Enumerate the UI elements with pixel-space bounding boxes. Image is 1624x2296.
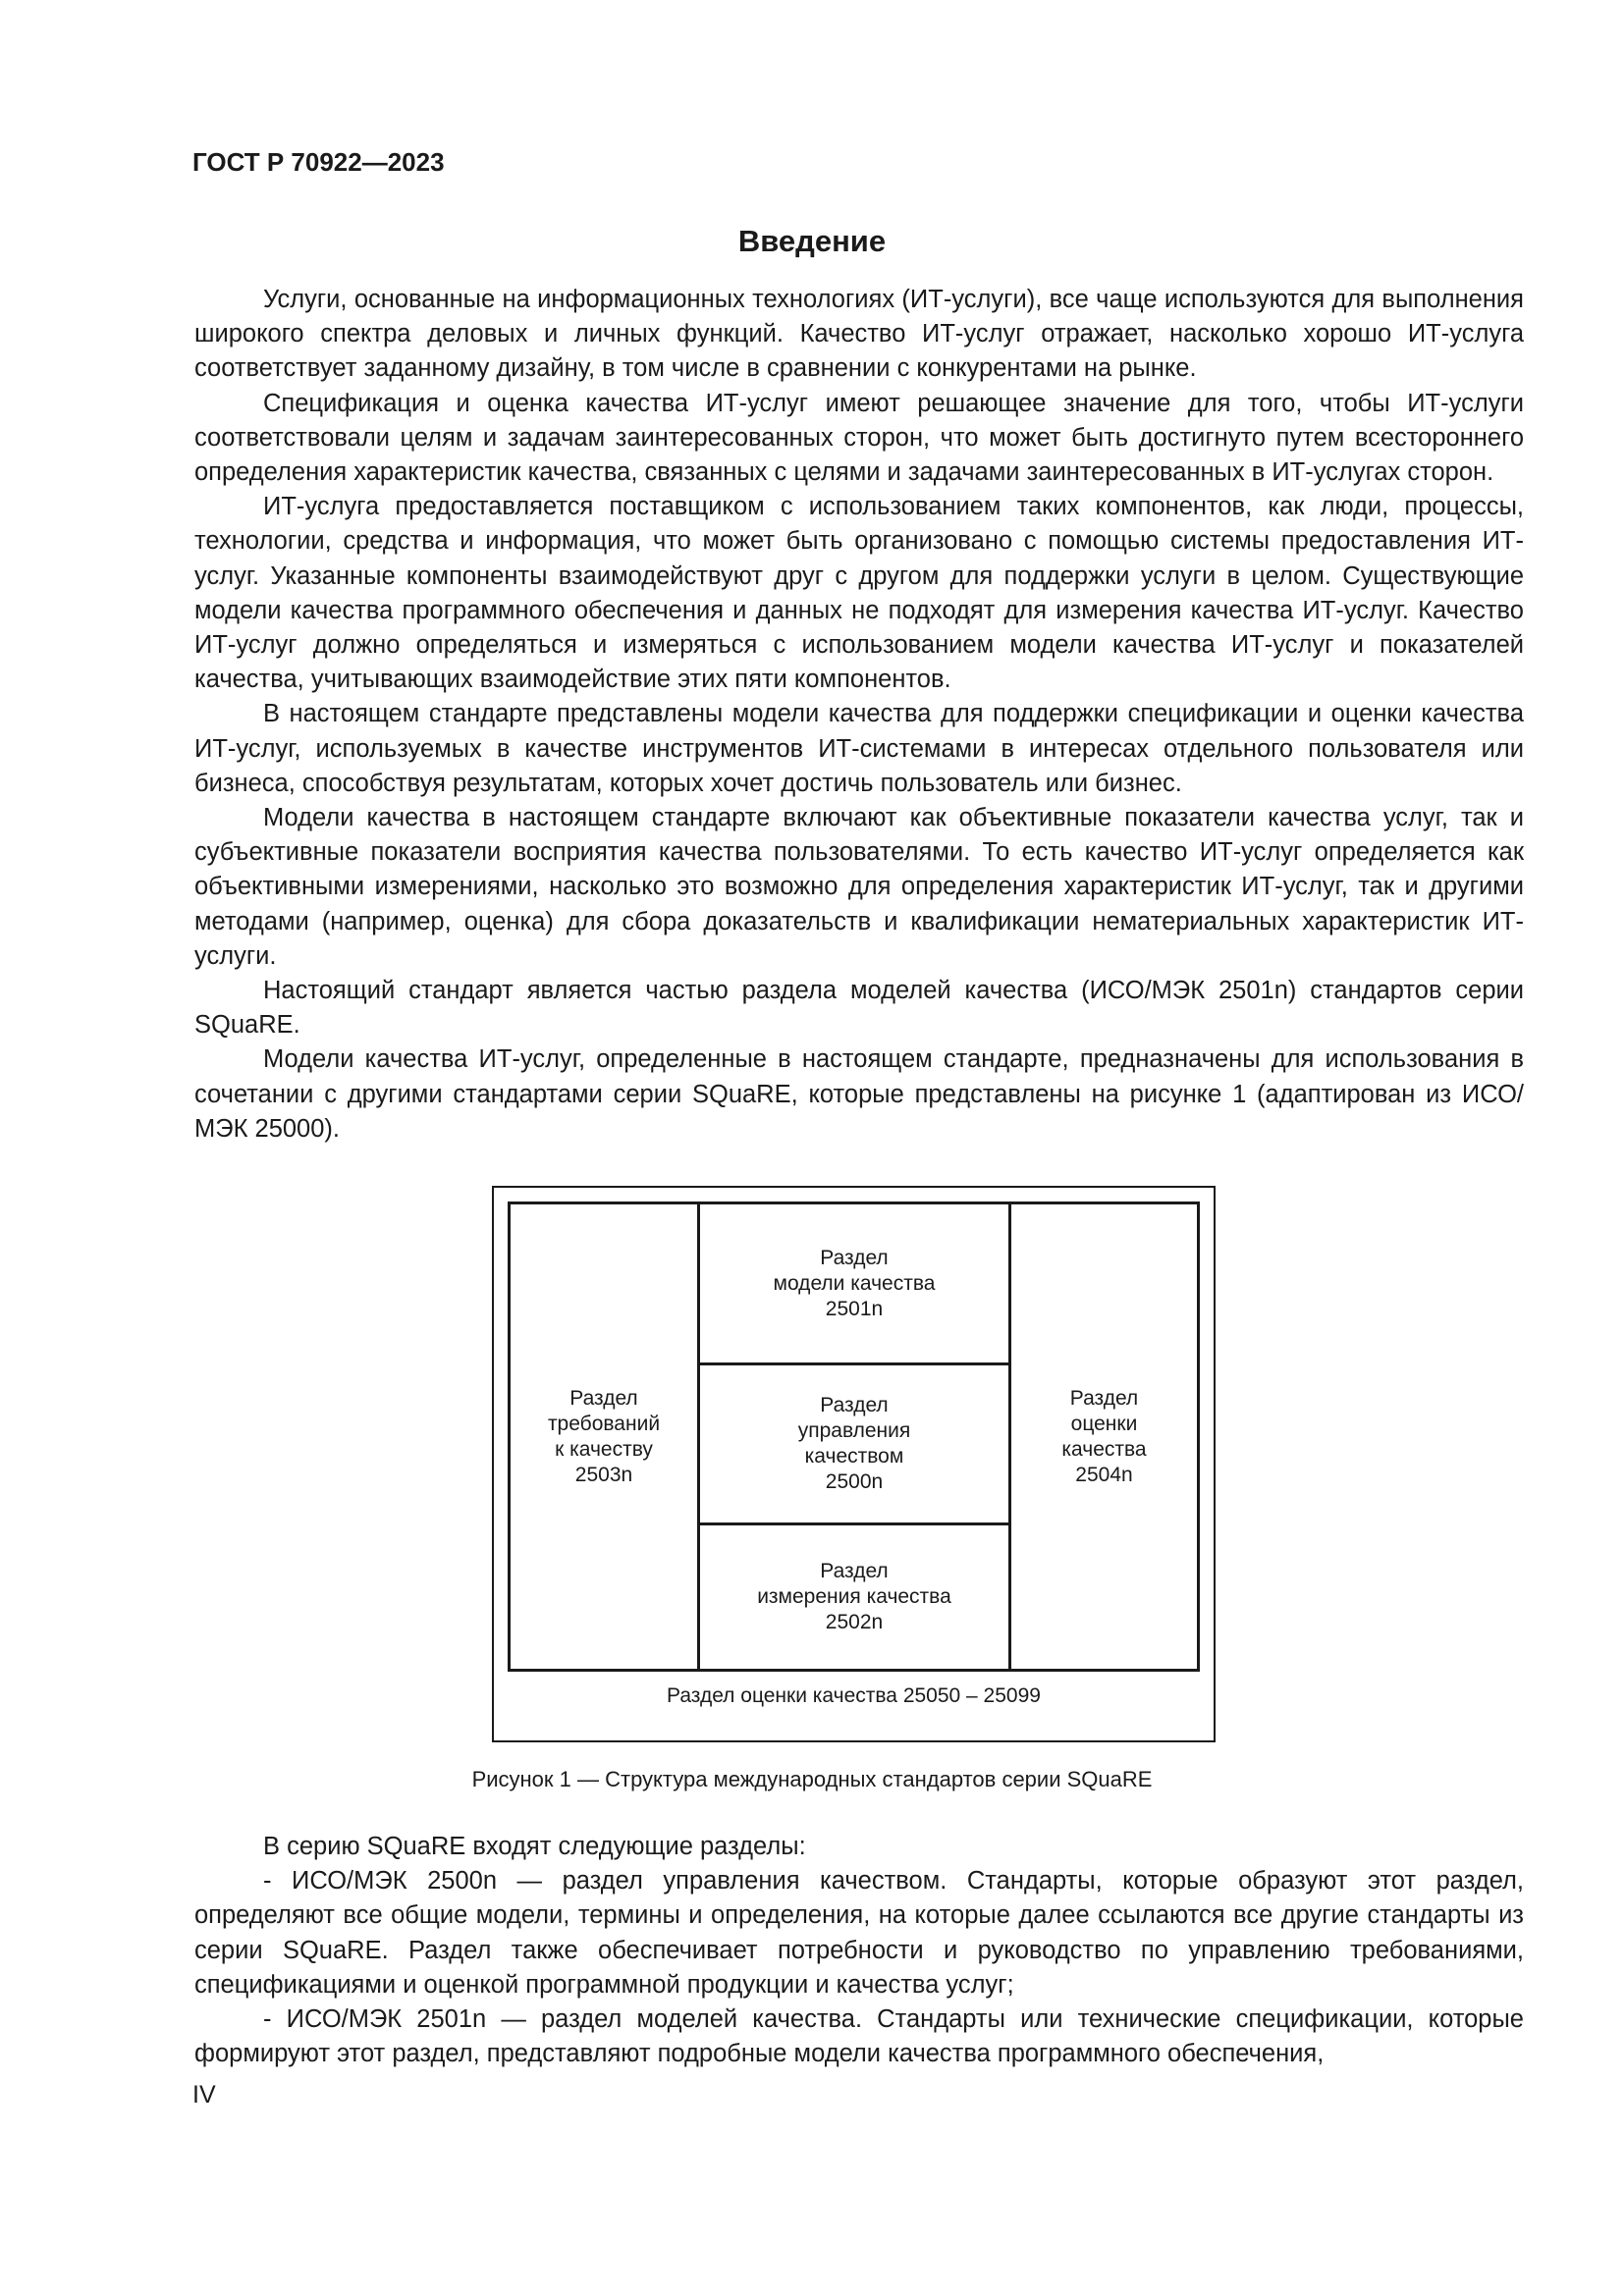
figure-caption: Рисунок 1 — Структура международных стандартов серии SQuaRE bbox=[471, 1767, 1153, 1791]
intro-text bbox=[194, 283, 1524, 1147]
square-structure-diagram bbox=[492, 1186, 1216, 1742]
paragraph: - ИСО/МЭК 2501n — раздел моделей качества. Стандарты или технические спецификации, которые формируют этот раздел, представляют подробные модели качества программного обеспечения, bbox=[194, 2005, 1524, 2068]
paragraph: В настоящем стандарте представлены модели качества для поддержки спецификации и оценки качества ИТ-услуг, используемых в качестве инструментов ИТ-системами в интересах отдельного пользователя или бизнеса, способствуя результатам, которых хочет достичь пользователь или бизнес. bbox=[194, 700, 1524, 797]
series-text bbox=[194, 1830, 1524, 2071]
diagram-box-evaluation bbox=[1008, 1204, 1197, 1669]
diagram-box-label: Раздел управления качеством 2500n bbox=[797, 1394, 911, 1493]
paragraph: Услуги, основанные на информационных технологиях (ИТ-услуги), все чаще используются для выполнения широкого спектра деловых и личных функций. Качество ИТ-услуг отражает, насколько хорошо ИТ-услуга соответствует заданному дизайну, в том числе в сравнении с конкурентами на рынке. bbox=[194, 286, 1524, 383]
diagram-box-label: Раздел оценки качества 2504n bbox=[1061, 1386, 1147, 1486]
paragraph: - ИСО/МЭК 2500n — раздел управления качеством. Стандарты, которые образуют этот раздел, определяют все общие модели, термины и определения, на которые далее ссылаются все другие стандарты из серии SQuaRE. Раздел также обеспечивает потребности и руководство по управлению требованиями, спецификациями и оценкой программной продукции и качества услуг; bbox=[194, 1867, 1524, 1999]
diagram-box-quality-model bbox=[700, 1204, 1008, 1365]
diagram-box-label: Раздел модели качества 2501n bbox=[773, 1246, 936, 1320]
section-title: Введение bbox=[737, 224, 887, 258]
paragraph: Модели качества ИТ-услуг, определенные в настоящем стандарте, предназначены для использования в сочетании с другими стандартами серии SQuaRE, которые представлены на рисунке 1 (адаптирован из ИСО/МЭК 25000). bbox=[194, 1045, 1524, 1143]
diagram-box-quality-measurement bbox=[700, 1525, 1008, 1669]
paragraph: Модели качества в настоящем стандарте включают как объективные показатели качества услуг, так и субъективные показатели восприятия качества пользователями. То есть качество ИТ-услуг определяется как объективными измерениями, насколько это возможно для определения характеристик ИТ-услуг, так и другими методами (например, оценка) для сбора доказательств и квалификации нематериальных характеристик ИТ-услуги. bbox=[194, 804, 1524, 970]
paragraph: Спецификация и оценка качества ИТ-услуг имеют решающее значение для того, чтобы ИТ-услуги соответствовали целям и задачам заинтересованных сторон, что может быть достигнуто путем всестороннего определения характеристик качества, связанных с целями и задачами заинтересованных в ИТ-услугах сторон. bbox=[194, 389, 1524, 487]
paragraph: Настоящий стандарт является частью раздела моделей качества (ИСО/МЭК 2501n) стандартов серии SQuaRE. bbox=[194, 977, 1524, 1040]
paragraph: ИТ-услуга предоставляется поставщиком с использованием таких компонентов, как люди, процессы, технологии, средства и информация, что может быть организовано с помощью системы предоставления ИТ-услуг. Указанные компоненты взаимодействуют друг с другом для поддержки услуги в целом. Существующие модели качества программного обеспечения и данных не подходят для измерения качества ИТ-услуг. Качество ИТ-услуг должно определяться и измеряться с использованием модели качества ИТ-услуг и показателей качества, учитывающих взаимодействие этих пяти компонентов. bbox=[194, 493, 1524, 694]
page-number: IV bbox=[192, 2081, 216, 2109]
diagram-box-label: Раздел требований к качеству 2503n bbox=[547, 1386, 661, 1486]
diagram-inner-frame bbox=[508, 1201, 1200, 1672]
paragraph: В серию SQuaRE входят следующие разделы: bbox=[263, 1833, 806, 1860]
diagram-box-label: Раздел измерения качества 2502n bbox=[757, 1560, 951, 1633]
document-number: ГОСТ Р 70922—2023 bbox=[192, 147, 445, 177]
diagram-extension-label: Раздел оценки качества 25050 – 25099 bbox=[667, 1684, 1041, 1707]
diagram-box-quality-management bbox=[700, 1365, 1008, 1525]
diagram-box-requirements bbox=[511, 1204, 700, 1669]
